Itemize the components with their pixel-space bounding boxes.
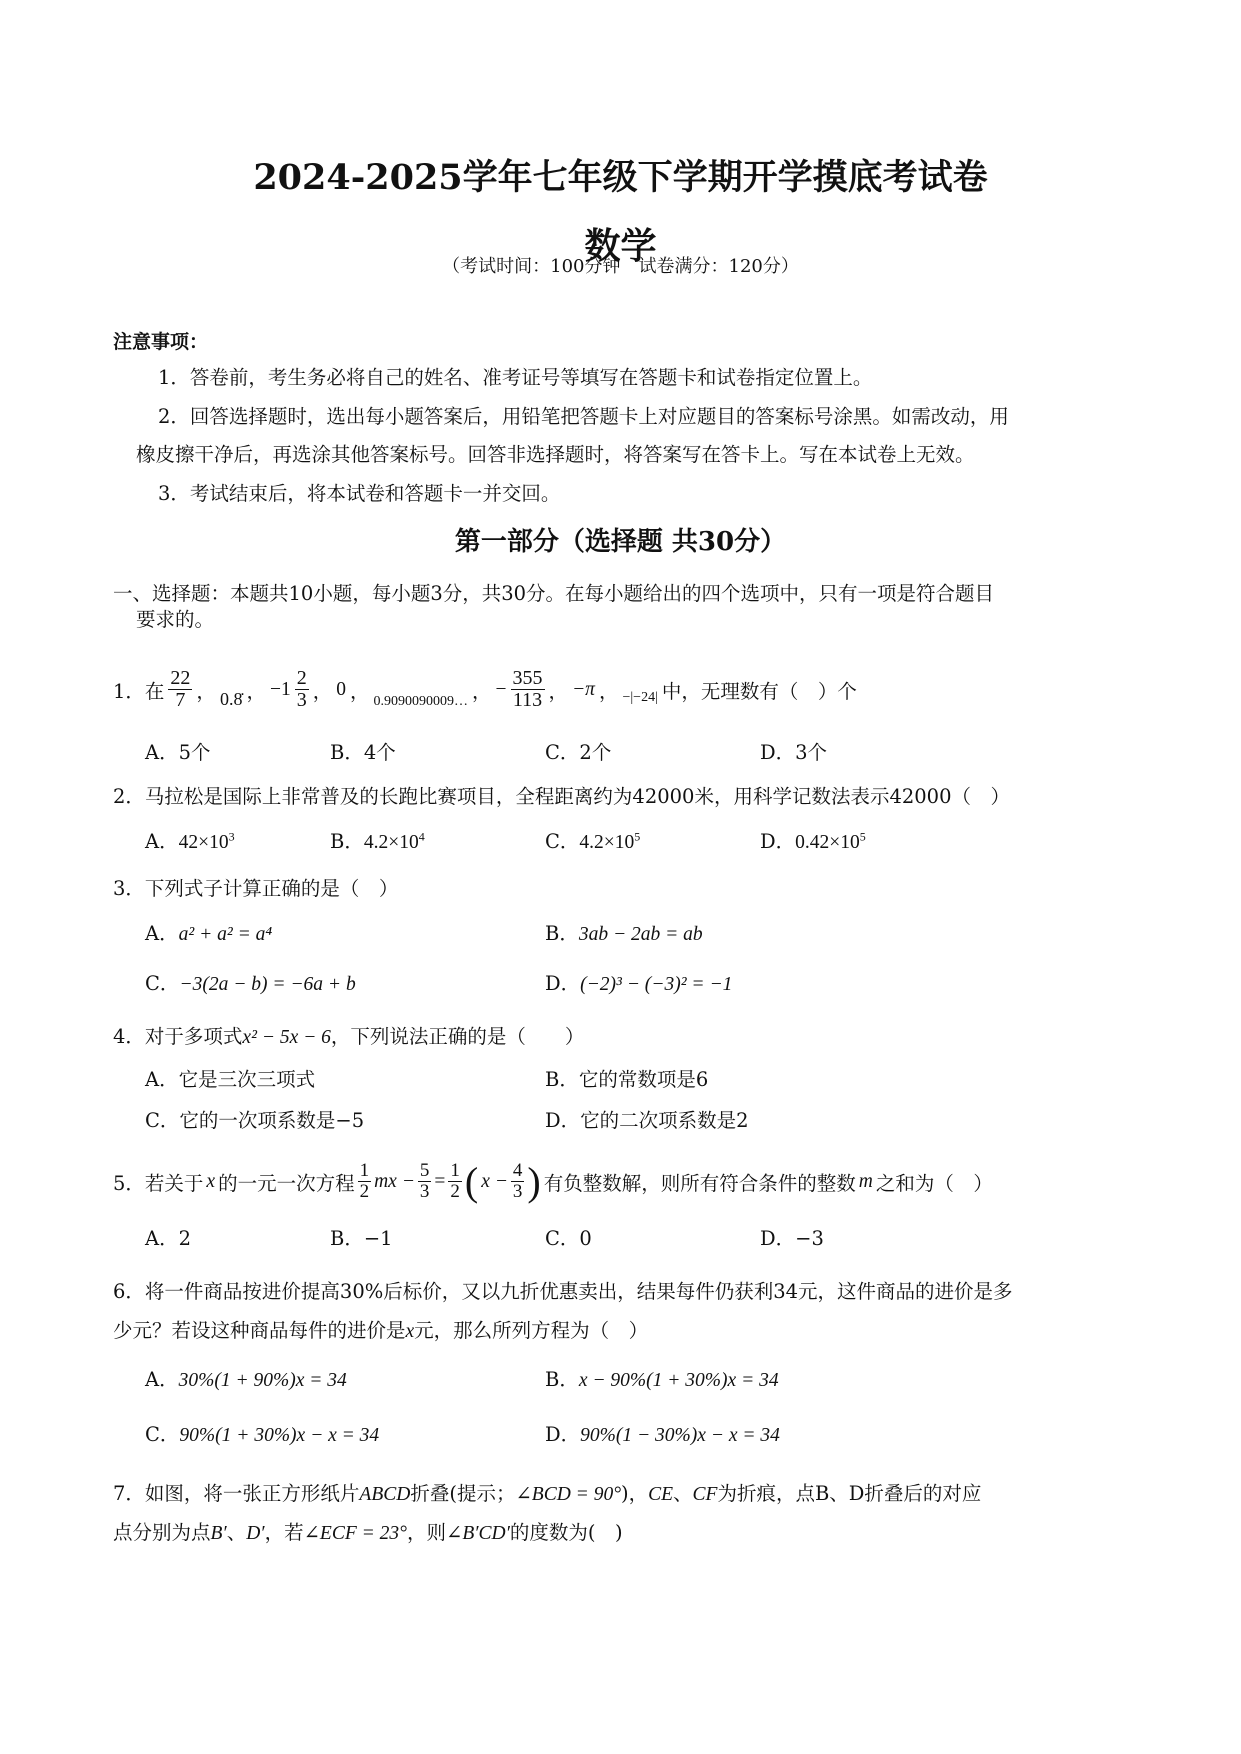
q1-mixed-whole: −1 [269, 678, 291, 700]
question-6: 6．将一件商品按进价提高30%后标价，又以九折优惠卖出，结果每件仍获利34元，这件商品的进价是多 [113, 1280, 1013, 1303]
q5-frac-1-2: $\frac{1}{2}$ [359, 1160, 370, 1202]
notice-item: 橡皮擦干净后，再选涂其他答案标号。回答非选择题时，将答案写在答卡上。写在本试卷上无效。 [136, 443, 975, 466]
q1-fraction-355-113: $\frac{355}{113}$ [512, 667, 543, 711]
notice-item: 1．答卷前，考生务必将自己的姓名、准考证号等填写在答题卡和试卷指定位置上。 [158, 366, 873, 389]
q5-option-a[interactable]: A．2 [145, 1227, 191, 1250]
notice-item: 3．考试结束后，将本试卷和答题卡一并交回。 [158, 482, 561, 505]
question-1: 1．在 $\frac{22}{7}$ ， 0.8̇ ， −1 $\frac{2}{3}$ ， 0 ， 0.9090090009… ， − $\frac{355}{113}$ ， −π ， −|−24| 中，无理数有（ ）个 [113, 667, 857, 711]
q2-option-c[interactable]: C．$4.2\times 10^5$ [545, 829, 641, 853]
q1-neg-pi: −π [572, 678, 595, 700]
q1-zero: 0 [336, 678, 346, 700]
q1-neg-sign: − [495, 678, 507, 700]
q3-option-a[interactable]: A．a² + a² = a⁴ [145, 922, 273, 945]
q1-suffix: 中，无理数有（ ）个 [661, 679, 857, 703]
q3-option-b[interactable]: B．3ab − 2ab = ab [545, 922, 703, 945]
q5-option-d[interactable]: D．−3 [760, 1227, 824, 1250]
q3-option-c[interactable]: C．−3(2a − b) = −6a + b [145, 972, 356, 995]
question-2: 2．马拉松是国际上非常普及的长跑比赛项目，全程距离约为42000米，用科学记数法表示42000（ ） [113, 785, 1010, 808]
q6-option-b[interactable]: B．x − 90%(1 + 30%)x = 34 [545, 1368, 779, 1391]
q5-frac-4-3: $\frac{4}{3}$ [512, 1160, 523, 1202]
q1-option-a[interactable]: A．5个 [145, 741, 211, 764]
q1-fraction-2-3: $\frac{2}{3}$ [296, 667, 307, 711]
question-5: 5．若关于 x 的一元一次方程 $\frac{1}{2}$ mx − $\frac{5}{3}$ = $\frac{1}{2}$ ( x − $\frac{4}{3}$ ) 有负整数解，则所有符合条件的整数 m 之和为（ ） [113, 1159, 993, 1204]
q1-fraction-22-7: $\frac{22}{7}$ [170, 667, 191, 711]
q4-option-d[interactable]: D．它的二次项系数是2 [545, 1109, 749, 1132]
q6-option-a[interactable]: A．30%(1 + 90%)x = 34 [145, 1368, 347, 1391]
section-instructions-cont: 要求的。 [136, 608, 215, 631]
subject-title: 数学 [584, 225, 657, 267]
notice-item: 2．回答选择题时，选出每小题答案后，用铅笔把答题卡上对应题目的答案标号涂黑。如需改动，用 [158, 405, 1009, 428]
question-7-cont: 点分别为点B′、D′，若∠ECF = 23°，则∠B′CD′的度数为( ) [113, 1521, 623, 1544]
q1-option-c[interactable]: C．2个 [545, 741, 612, 764]
part-title: 第一部分（选择题 共30分） [454, 527, 787, 557]
q5-frac-1-2b: $\frac{1}{2}$ [450, 1160, 460, 1202]
q6-option-c[interactable]: C．90%(1 + 30%)x − x = 34 [145, 1423, 380, 1446]
question-6-cont: 少元？若设这种商品每件的进价是x元，那么所列方程为（ ） [113, 1319, 649, 1342]
q1-long-decimal: 0.9090090009… [373, 693, 468, 709]
exam-info: （考试时间：100分钟 试卷满分：120分） [442, 256, 799, 277]
q4-option-a[interactable]: A．它是三次三项式 [145, 1068, 316, 1091]
q4-option-b[interactable]: B．它的常数项是6 [545, 1068, 709, 1091]
q1-prefix: 1．在 [113, 679, 165, 703]
q5-frac-5-3: $\frac{5}{3}$ [419, 1160, 430, 1202]
q1-repeating-decimal: 0.8̇ [219, 689, 243, 709]
q2-option-b[interactable]: B．$4.2\times 10^4$ [330, 829, 425, 853]
question-3: 3．下列式子计算正确的是（ ） [113, 877, 399, 900]
question-7: 7．如图，将一张正方形纸片ABCD折叠(提示；∠BCD = 90°)，CE、CF为折痕，点B、D折叠后的对应 [113, 1482, 982, 1505]
q2-option-a[interactable]: A．$42\times 10^3$ [145, 829, 235, 853]
section-instructions: 一、选择题：本题共10小题，每小题3分，共30分。在每小题给出的四个选项中，只有一项是符合题目 [113, 582, 995, 605]
q3-option-d[interactable]: D．(−2)³ − (−3)² = −1 [545, 972, 733, 995]
q6-option-d[interactable]: D．90%(1 − 30%)x − x = 34 [545, 1423, 780, 1446]
notice-heading: 注意事项： [113, 331, 209, 353]
q1-option-b[interactable]: B．4个 [330, 741, 396, 764]
q1-option-d[interactable]: D．3个 [760, 741, 828, 764]
q4-polynomial: x² − 5x − 6 [242, 1027, 331, 1048]
q5-option-b[interactable]: B．−1 [330, 1227, 393, 1250]
q1-abs-value: −|−24| [622, 689, 658, 705]
q4-option-c[interactable]: C．它的一次项系数是−5 [145, 1109, 365, 1132]
q5-option-c[interactable]: C．0 [545, 1227, 592, 1250]
exam-title: 2024-2025学年七年级下学期开学摸底考试卷 [253, 157, 988, 198]
question-4: 4．对于多项式x² − 5x − 6，下列说法正确的是（ ） [113, 1025, 585, 1048]
q2-option-d[interactable]: D．$0.42\times 10^5$ [760, 829, 866, 853]
